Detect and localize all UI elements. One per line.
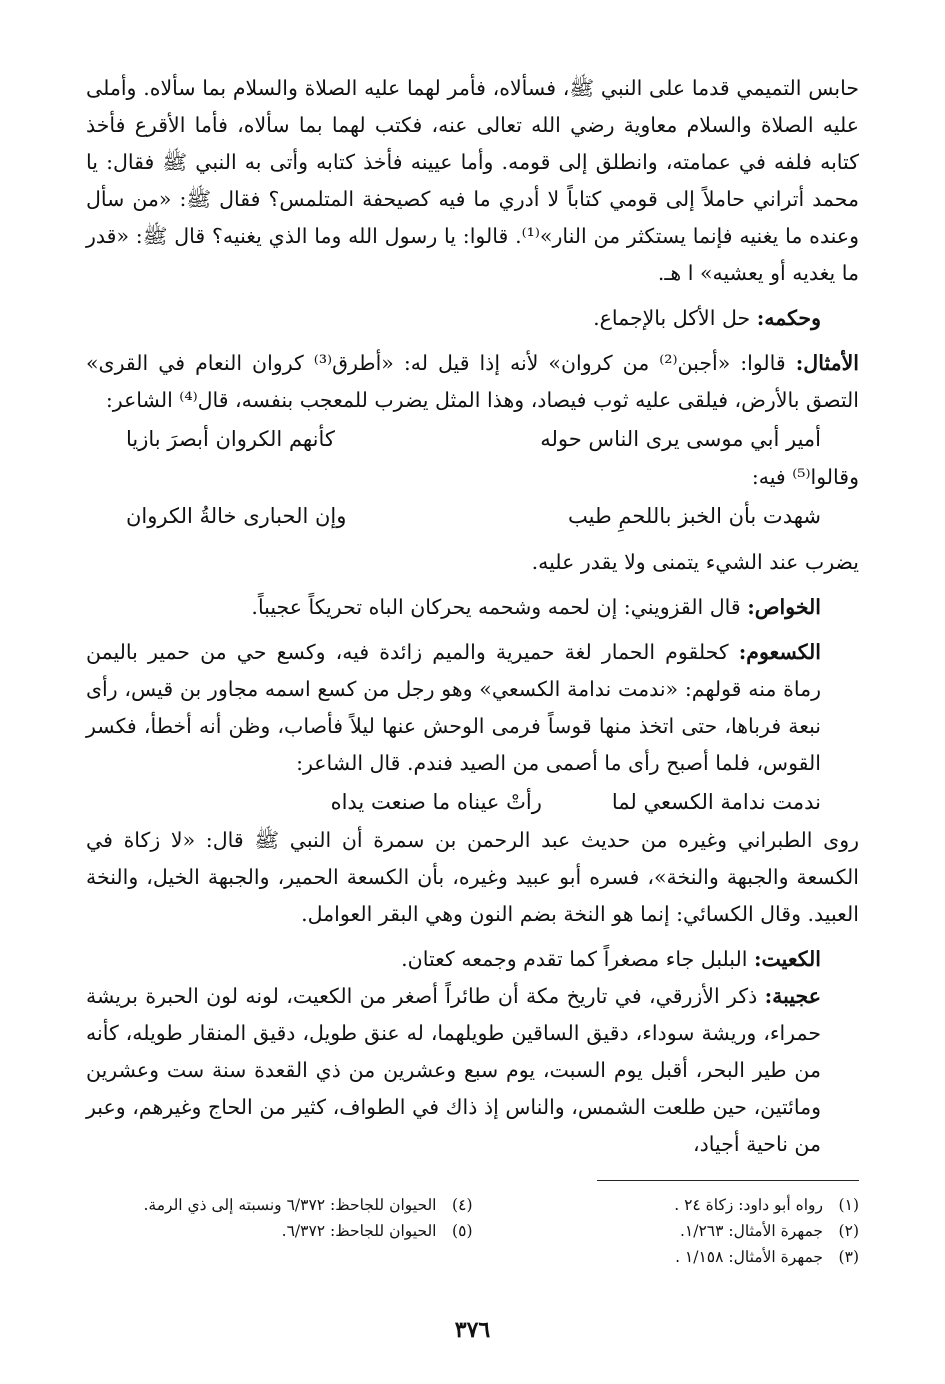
paragraph-properties-text: قال القزويني: إن لحمه وشحمه يحركان الباه تحريكاً عجيباً.: [251, 595, 748, 619]
paragraph-proverbs: [86, 345, 859, 419]
paragraph-ruling-text: حل الأكل بالإجماع.: [593, 306, 757, 330]
paragraph-struck-text: يضرب عند الشيء يتمنى ولا يقدر عليه.: [531, 550, 859, 574]
paragraph-wonder: [86, 978, 859, 1163]
verse-3: [86, 782, 859, 822]
footnote-3-text: جمهرة الأمثال: ١/١٥٨ .: [675, 1248, 823, 1266]
footnote-3: [473, 1244, 860, 1270]
paragraph-wonder-text: ذكر الأزرقي، في تاريخ مكة أن طائراً أصغر من الكعيت، لونه لون الحبرة بريشة حمراء، وريشة سوداء، دقيق الساقين طويلهما، له عنق طويل، دقيق المنقار طويله، كأنه من طير البحر، أقبل يوم السبت، يوم سبع وعشرين من ذي القعدة سنة ست وعشرين ومائتين، حين طلعت الشمس، والناس إذ ذاك في الطواف، كثير من الحاج وغيرهم، وعبر من ناحية أجياد،: [86, 984, 821, 1156]
footnote-1: [473, 1192, 860, 1218]
paragraph-kuait-text: البلبل جاء مصغراً كما تقدم وجمعه كعتان.: [401, 947, 754, 971]
paragraph-properties: [86, 589, 859, 626]
footnote-3-number: (٣): [838, 1248, 859, 1266]
paragraph-1-text: حابس التميمي قدما على النبي ﷺ، فسألاه، فأمر لهما عليه الصلاة والسلام بما سألاه. وأملى عليه الصلاة والسلام معاوية رضي الله تعالى عنه، فكتب لهما بما سألاه، فأما الأقرع فأخذ كتابه فلفه في عمامته، وانطلق إلى قومه. وأما عيينه فأخذ كتابه وأتى به النبي ﷺ فقال: يا محمد أتراني حاملاً إلى قومي كتاباً لا أدري ما فيه كصيحفة المتلمس؟ فقال ﷺ: «من سأل وعنده ما يغنيه فإنما يستكثر من النار»⁽¹⁾. قالوا: يا رسول الله وما الذي يغنيه؟ قال ﷺ: «قدر ما يغديه أو يعشيه» ا هـ.: [86, 76, 859, 285]
paragraph-kuait: [86, 941, 859, 978]
footnote-5-text: الحيوان للجاحظ: ٦/٣٧٢.: [281, 1222, 437, 1240]
footnote-divider: [597, 1180, 859, 1181]
paragraph-ruling: [86, 300, 859, 337]
paragraph-struck: [86, 544, 859, 581]
paragraph-proverbs-text: قالوا: «أجبن⁽²⁾ من كروان» لأنه إذا قيل له: «أطرق⁽³⁾ كروان النعام في القرى» التصق بالأرض، فيلقى عليه ثوب فيصاد، وهذا المثل يضرب للمعجب بنفسه، قال⁽⁴⁾ الشاعر:: [86, 351, 859, 412]
term-ruling: وحكمه:: [756, 306, 821, 330]
term-proverbs: الأمثال:: [795, 351, 859, 375]
term-kuait: الكعيت:: [753, 947, 821, 971]
verse-1-right: أمير أبي موسى يرى الناس حوله: [540, 427, 821, 451]
footnote-1-number: (١): [838, 1196, 859, 1214]
footnote-4-number: (٤): [452, 1196, 473, 1214]
verse-3-left: رأتْ عيناه ما صنعت يداه: [330, 790, 542, 814]
paragraph-tabarani: [86, 822, 859, 933]
footnotes-left-column: [86, 1192, 473, 1270]
footnote-1-text: رواه أبو داود: زكاة ٢٤ .: [674, 1196, 823, 1214]
paragraph-tabarani-text: روى الطبراني وغيره من حديث عبد الرحمن بن سمرة أن النبي ﷺ قال: «لا زكاة في الكسعة والجبهة والنخة»، فسره أبو عبيد وغيره، بأن الكسعة الحمير، والجبهة الخيل، والنخة العبيد. وقال الكسائي: إنما هو النخة بضم النون وهي البقر العوامل.: [86, 828, 859, 926]
term-properties: الخواص:: [747, 595, 821, 619]
footnote-2-number: (٢): [838, 1222, 859, 1240]
verse-2-right: شهدت بأن الخبز باللحمِ طيب: [568, 504, 821, 528]
page-number: ٣٧٦: [454, 1317, 491, 1343]
footnote-2: [473, 1218, 860, 1244]
verse-3-right: ندمت ندامة الكسعي لما: [611, 790, 821, 814]
verse-2: [86, 496, 859, 536]
footnotes: [86, 1192, 859, 1270]
paragraph-they-said-text: وقالوا⁽⁵⁾ فيه:: [751, 465, 859, 489]
footnote-2-text: جمهرة الأمثال: ١/٢٦٣.: [679, 1222, 823, 1240]
paragraph-kasoum: [86, 634, 859, 782]
footnote-4: [86, 1192, 473, 1218]
verse-1-left: كأنهم الكروان أبصرَ بازيا: [126, 427, 335, 451]
footnotes-right-column: [473, 1192, 860, 1270]
paragraph-they-said: [86, 459, 859, 496]
verse-2-left: وإن الحبارى خالةُ الكروان: [126, 504, 347, 528]
page-body: [86, 70, 859, 1163]
paragraph-kasoum-text: كحلقوم الحمار لغة حميرية والميم زائدة فيه، وكسع حي من حمير باليمن رماة منه قولهم: «ندمت ندامة الكسعي» وهو رجل من كسع اسمه مجاور بن قيس، رأى نبعة فرباها، حتى اتخذ منها قوساً فرمى الوحش عنها ليلاً فأصاب، وظن أنه أخطأ، فكسر القوس، فلما أصبح رأى ما أصمى من الصيد فندم. قال الشاعر:: [86, 640, 821, 775]
paragraph-1: [86, 70, 859, 292]
term-kasoum: الكسعوم:: [738, 640, 821, 664]
footnote-5-number: (٥): [452, 1222, 473, 1240]
term-wonder: عجيبة:: [764, 984, 821, 1008]
footnote-5: [86, 1218, 473, 1244]
verse-1: [86, 419, 859, 459]
footnote-4-text: الحيوان للجاحظ: ٦/٣٧٢ ونسبته إلى ذي الرمة.: [143, 1196, 437, 1214]
